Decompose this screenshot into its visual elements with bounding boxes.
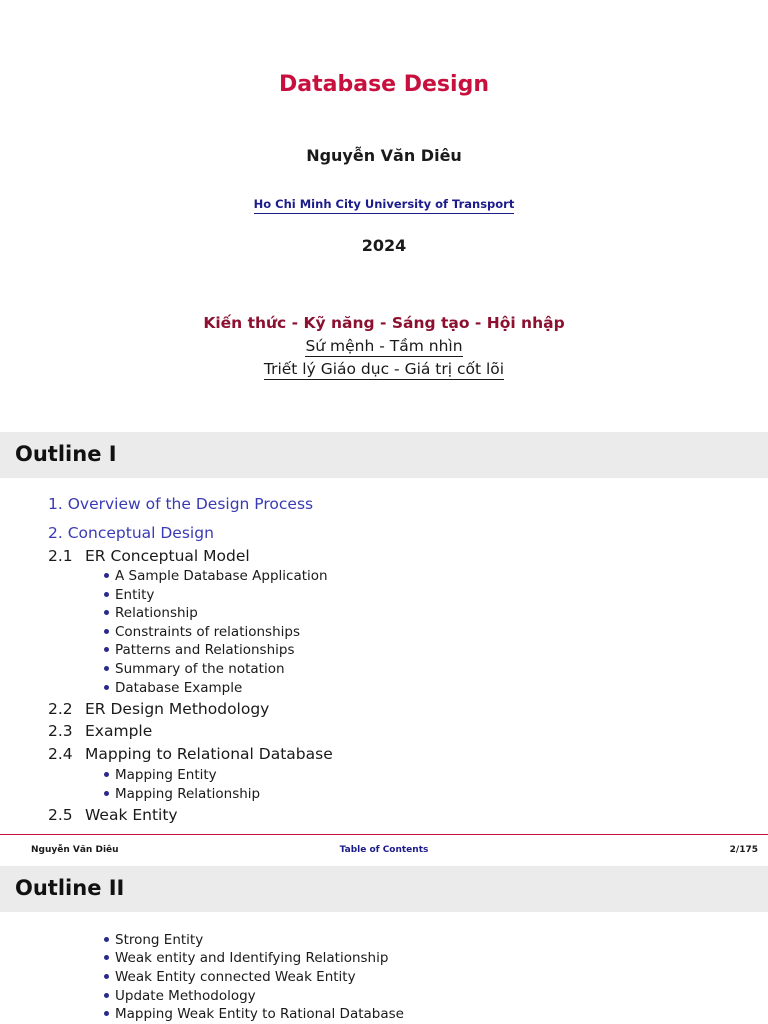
philosophy-link[interactable]: Triết lý Giáo dục - Giá trị cốt lõi [263,360,505,378]
subsection-label: Example [85,722,153,740]
outline-bullet-item[interactable] [104,605,198,621]
subsection-number: 2.3 [48,722,73,740]
bullet-label: Mapping Relationship [115,786,261,802]
outline-bullet-item[interactable] [104,624,300,640]
institution-link[interactable]: Ho Chi Minh City University of Transport [254,197,515,214]
subsection-label: Weak Entity [85,806,178,824]
presentation-title: Database Design [279,72,489,97]
bullet-label: Patterns and Relationships [115,642,295,658]
outline-bullet-item[interactable] [104,950,388,966]
bullet-label: Summary of the notation [115,661,285,677]
subsection-label: Mapping to Relational Database [85,745,333,763]
outline-2-heading: Outline II [15,876,125,900]
outline-bullet-item[interactable] [104,969,356,985]
outline-subsection[interactable] [48,700,269,718]
bullet-icon [104,573,109,578]
outline-bullet-item[interactable] [104,587,154,603]
subsection-number: 2.1 [48,547,73,565]
subsection-number: 2.2 [48,700,73,718]
bullet-icon [104,772,109,777]
bullet-icon [104,955,109,960]
outline-bullet-item[interactable] [104,568,328,584]
bullet-label: Weak entity and Identifying Relationship [115,950,389,966]
bullet-label: Weak Entity connected Weak Entity [115,969,356,985]
bullet-label: Strong Entity [115,932,204,948]
bullet-label: Database Example [115,680,243,696]
outline-section-link[interactable]: 1. Overview of the Design Process [48,495,314,513]
bullet-label: Mapping Weak Entity to Rational Database [115,1006,404,1022]
bullet-icon [104,666,109,671]
subsection-label: ER Conceptual Model [85,547,250,565]
bullet-icon [104,647,109,652]
bullet-icon [104,993,109,998]
motto: Kiến thức - Kỹ năng - Sáng tạo - Hội nhập [203,314,565,332]
author-name: Nguyễn Văn Diêu [306,146,462,165]
outline-bullet-item[interactable] [104,642,295,658]
bullet-icon [104,937,109,942]
bullet-label: Update Methodology [115,988,256,1004]
outline-bullet-item[interactable] [104,661,285,677]
bullet-label: Mapping Entity [115,767,217,783]
bullet-label: Entity [115,587,155,603]
mission-wrapper [0,337,768,357]
bullet-icon [104,791,109,796]
outline-1-header [0,432,768,478]
outline-subsection[interactable] [48,722,152,740]
bullet-icon [104,629,109,634]
outline-bullet-item[interactable] [104,932,203,948]
outline-subsection[interactable] [48,806,178,824]
outline-bullet-item[interactable] [104,786,260,802]
bullet-icon [104,610,109,615]
footer-page-number: 2/175 [729,845,758,855]
bullet-icon [104,1011,109,1016]
bullet-icon [104,592,109,597]
presentation-year: 2024 [361,236,407,255]
bullet-label: Constraints of relationships [115,624,301,640]
footer-divider [0,834,768,835]
outline-bullet-item[interactable] [104,988,256,1004]
bullet-label: Relationship [115,605,198,621]
footer-author: Nguyễn Văn Diêu [31,845,119,855]
philosophy-wrapper [0,360,768,380]
outline-bullet-item[interactable] [104,767,217,783]
subsection-number: 2.4 [48,745,73,763]
subsection-label: ER Design Methodology [85,700,270,718]
institution-wrapper [0,193,768,214]
outline-bullet-item[interactable] [104,680,242,696]
outline-subsection[interactable] [48,745,333,763]
mission-link[interactable]: Sứ mệnh - Tầm nhìn [305,337,463,355]
subsection-number: 2.5 [48,806,73,824]
footer-toc-link[interactable]: Table of Contents [339,845,429,855]
outline-subsection[interactable] [48,547,250,565]
outline-section-link[interactable]: 2. Conceptual Design [48,524,214,542]
bullet-icon [104,974,109,979]
bullet-label: A Sample Database Application [115,568,328,584]
outline-2-header [0,866,768,912]
bullet-icon [104,685,109,690]
outline-bullet-item[interactable] [104,1006,404,1022]
outline-1-heading: Outline I [15,442,117,466]
